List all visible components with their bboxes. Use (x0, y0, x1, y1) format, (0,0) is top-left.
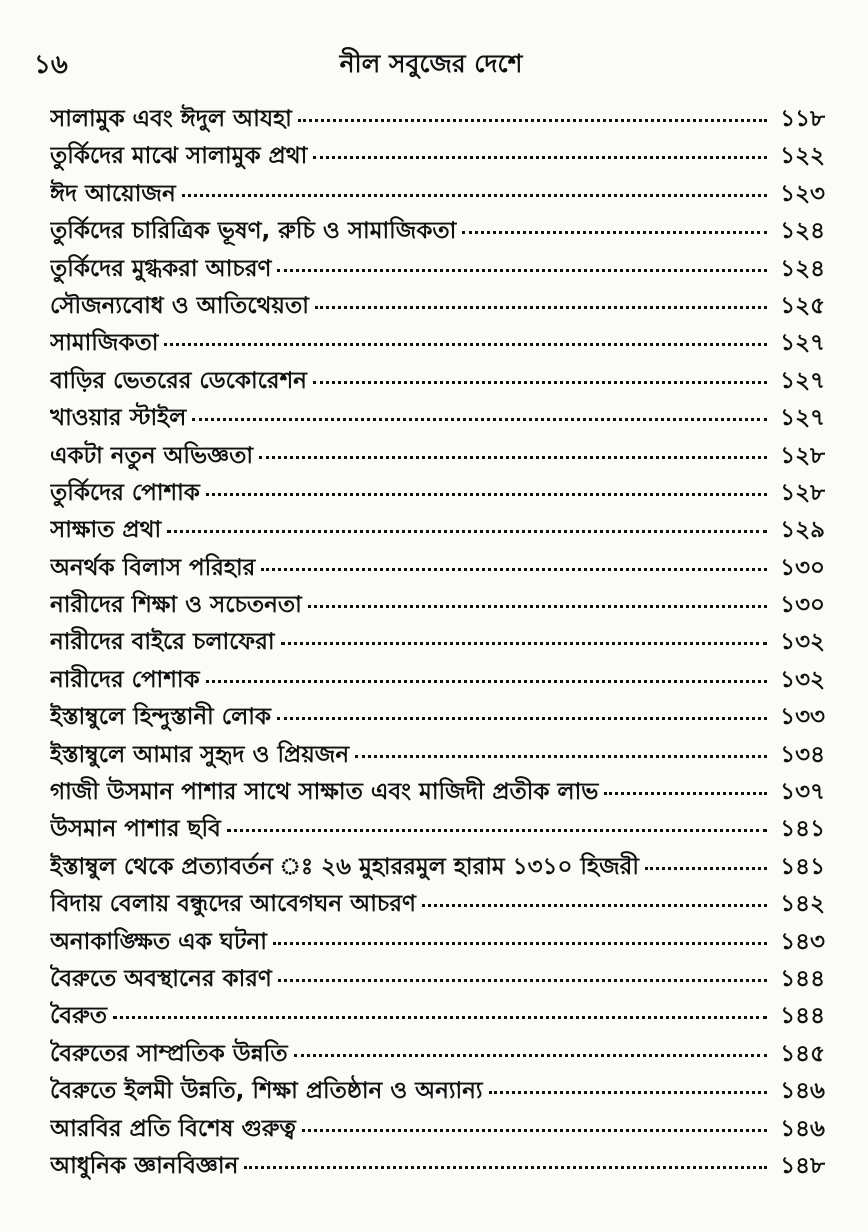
table-of-contents (50, 100, 825, 1184)
toc-entry-title: সৌজন্যবোধ ও আতিথেয়তা (50, 292, 309, 319)
toc-entry-page: ১৩২ (780, 629, 825, 656)
toc-dot-leader (206, 493, 767, 496)
toc-entry (50, 810, 825, 847)
toc-entry-page: ১৩০ (780, 554, 825, 581)
toc-dot-leader (277, 269, 767, 272)
toc-entry-page: ১৪৩ (780, 928, 825, 955)
toc-entry-title: বৈরুতের সাম্প্রতিক উন্নতি (50, 1040, 288, 1067)
toc-entry-page: ১৩৪ (780, 741, 825, 768)
toc-entry-title: নারীদের বাইরে চলাফেরা (50, 629, 275, 656)
toc-entry (50, 287, 825, 324)
toc-entry (50, 923, 825, 960)
toc-entry (50, 250, 825, 287)
toc-entry (50, 362, 825, 399)
toc-entry-title: গাজী উসমান পাশার সাথে সাক্ষাত এবং মাজিদী প্রতীক লাভ (50, 779, 599, 806)
toc-dot-leader (277, 717, 767, 720)
toc-entry-page: ১২৪ (780, 218, 825, 245)
toc-entry (50, 661, 825, 698)
toc-entry (50, 474, 825, 511)
toc-dot-leader (281, 642, 767, 645)
toc-entry-page: ১২৮ (780, 479, 825, 506)
toc-entry (50, 848, 825, 885)
toc-entry-title: ইস্তাম্বুল থেকে প্রত্যাবর্তন ঃ ২৬ মুহাররমুল হারাম ১৩১০ হিজরী (50, 853, 639, 880)
toc-entry-title: তুর্কিদের পোশাক (50, 479, 200, 506)
toc-entry-page: ১২৭ (780, 405, 825, 432)
toc-entry-page: ১২৭ (780, 330, 825, 357)
toc-entry-title: আধুনিক জ্ঞানবিজ্ঞান (50, 1152, 239, 1179)
toc-entry-page: ১৩০ (780, 592, 825, 619)
toc-entry-title: সাক্ষাত প্রথা (50, 517, 162, 544)
toc-dot-leader (298, 119, 767, 122)
toc-dot-leader (604, 792, 767, 795)
toc-entry (50, 100, 825, 137)
toc-entry-title: তুর্কিদের চারিত্রিক ভূষণ, রুচি ও সামাজিকতা (50, 218, 457, 245)
toc-entry-title: উসমান পাশার ছবি (50, 816, 221, 843)
toc-entry-page: ১৪৬ (780, 1115, 825, 1142)
toc-entry-page: ১২৮ (780, 442, 825, 469)
toc-entry-page: ১২৪ (780, 255, 825, 282)
toc-dot-leader (113, 1016, 767, 1019)
toc-entry-page: ১৩৭ (780, 779, 825, 806)
toc-dot-leader (462, 231, 767, 234)
toc-entry-title: বৈরুত (50, 1003, 108, 1030)
toc-dot-leader (278, 979, 767, 982)
toc-dot-leader (227, 829, 767, 832)
toc-entry (50, 137, 825, 174)
toc-dot-leader (261, 568, 767, 571)
toc-entry-title: অনাকাঙ্ক্ষিত এক ঘটনা (50, 928, 267, 955)
toc-dot-leader (308, 605, 767, 608)
toc-entry-title: ঈদ আয়োজন (50, 180, 176, 207)
toc-entry-title: বিদায় বেলায় বন্ধুদের আবেগঘন আচরণ (50, 891, 416, 918)
toc-entry (50, 437, 825, 474)
toc-entry-page: ১১৮ (780, 106, 825, 132)
toc-entry (50, 698, 825, 735)
toc-dot-leader (313, 381, 767, 384)
toc-entry (50, 1110, 825, 1147)
toc-dot-leader (422, 904, 767, 907)
toc-entry-title: নারীদের পোশাক (50, 666, 200, 693)
toc-entry-title: তুর্কিদের মাঝে সালামুক প্রথা (50, 143, 308, 170)
toc-entry-page: ১৪৫ (780, 1040, 825, 1067)
page-header (34, 44, 828, 84)
toc-entry (50, 773, 825, 810)
toc-entry-page: ১৪৬ (780, 1078, 825, 1105)
toc-entry-title: তুর্কিদের মুগ্ধকরা আচরণ (50, 255, 272, 282)
toc-entry (50, 1072, 825, 1109)
toc-entry (50, 960, 825, 997)
toc-dot-leader (489, 1091, 767, 1094)
toc-entry-page: ১৩২ (780, 666, 825, 693)
toc-entry-page: ১৪১ (780, 816, 825, 843)
toc-entry-title: সালামুক এবং ঈদুল আযহা (50, 106, 292, 132)
toc-entry (50, 1035, 825, 1072)
toc-dot-leader (244, 1166, 767, 1169)
toc-dot-leader (313, 156, 767, 159)
toc-entry-title: ইস্তাম্বুলে হিন্দুস্তানী লোক (50, 704, 271, 731)
toc-entry (50, 399, 825, 436)
toc-entry-title: বৈরুতে অবস্থানের কারণ (50, 965, 272, 992)
toc-dot-leader (645, 867, 767, 870)
toc-entry-title: অনর্থক বিলাস পরিহার (50, 554, 256, 581)
toc-dot-leader (315, 306, 767, 309)
toc-dot-leader (355, 755, 767, 758)
toc-entry (50, 1147, 825, 1184)
toc-entry (50, 736, 825, 773)
page-number: ১৬ (34, 50, 68, 80)
toc-entry-title: নারীদের শিক্ষা ও সচেতনতা (50, 592, 302, 619)
toc-dot-leader (273, 942, 767, 945)
toc-entry (50, 511, 825, 548)
toc-entry-title: ইস্তাম্বুলে আমার সুহৃদ ও প্রিয়জন (50, 741, 350, 768)
toc-dot-leader (164, 343, 767, 346)
toc-entry-page: ১৪৪ (780, 965, 825, 992)
toc-dot-leader (182, 194, 767, 197)
book-title: নীল সবুজের দেশে (339, 49, 523, 78)
toc-entry-page: ১৪১ (780, 853, 825, 880)
toc-entry-page: ১২৭ (780, 367, 825, 394)
toc-entry (50, 324, 825, 361)
toc-dot-leader (192, 418, 767, 421)
toc-entry-page: ১২৩ (780, 180, 825, 207)
toc-entry-page: ১২৯ (780, 517, 825, 544)
toc-entry-page: ১৪৪ (780, 1003, 825, 1030)
toc-entry-title: বৈরুতে ইলমী উন্নতি, শিক্ষা প্রতিষ্ঠান ও অন্যান্য (50, 1078, 483, 1105)
toc-entry (50, 586, 825, 623)
toc-entry (50, 997, 825, 1034)
toc-entry-page: ১৪২ (780, 891, 825, 918)
toc-entry (50, 175, 825, 212)
toc-dot-leader (259, 456, 767, 459)
toc-entry-page: ১৪৮ (780, 1152, 825, 1179)
toc-dot-leader (294, 1054, 767, 1057)
toc-entry (50, 885, 825, 922)
toc-entry (50, 212, 825, 249)
toc-entry-title: সামাজিকতা (50, 330, 159, 357)
toc-entry (50, 623, 825, 660)
toc-entry-title: বাড়ির ভেতরের ডেকোরেশন (50, 367, 307, 394)
toc-entry-page: ১২৫ (780, 292, 825, 319)
toc-dot-leader (206, 680, 767, 683)
toc-entry (50, 549, 825, 586)
toc-entry-title: একটা নতুন অভিজ্ঞতা (50, 442, 254, 469)
toc-dot-leader (167, 530, 767, 533)
toc-entry-title: আরবির প্রতি বিশেষ গুরুত্ব (50, 1115, 296, 1142)
toc-entry-title: খাওয়ার স্টাইল (50, 405, 187, 432)
toc-entry-page: ১২২ (780, 143, 825, 170)
toc-entry-page: ১৩৩ (780, 704, 825, 731)
toc-dot-leader (302, 1129, 767, 1132)
